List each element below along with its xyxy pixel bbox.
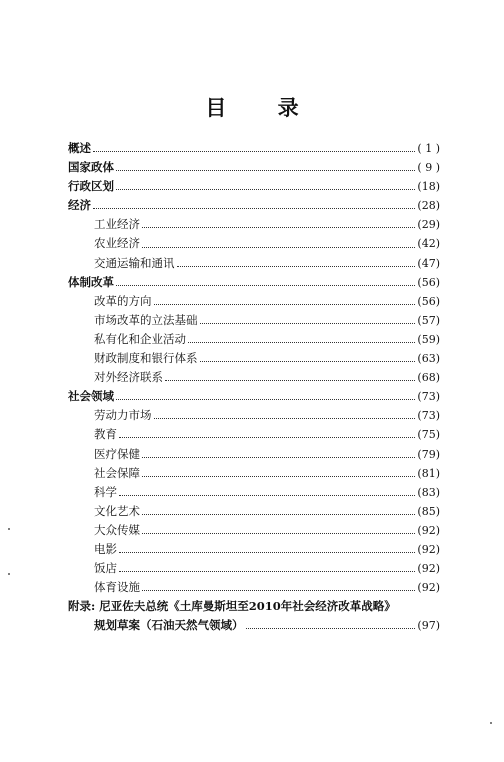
dot-leader	[119, 552, 415, 553]
toc-entry-page: ( 1 )	[417, 142, 440, 155]
toc-entry-title: 教育	[94, 427, 117, 442]
toc-entry	[68, 177, 440, 196]
dot-leader	[116, 170, 415, 171]
toc-entry-page: (56)	[417, 294, 440, 308]
toc-entry	[68, 292, 440, 311]
toc-entry-page: (73)	[417, 409, 440, 423]
toc-entry-title: 工业经济	[94, 217, 140, 232]
toc-entry-page: (85)	[417, 504, 440, 518]
scan-speck	[8, 528, 10, 530]
toc-entry-page: (57)	[417, 313, 440, 327]
toc-entry	[68, 559, 440, 578]
dot-leader	[142, 533, 415, 534]
toc-entry	[68, 425, 440, 444]
toc-entry	[68, 273, 440, 292]
toc-entry-title: 电影	[94, 541, 117, 556]
toc-entry-page: (83)	[417, 485, 440, 499]
toc-entry-page: (29)	[417, 218, 440, 232]
toc-entry	[68, 349, 440, 368]
toc-entry-title: 医疗保健	[94, 446, 140, 461]
toc-entry-title: 体制改革	[68, 274, 114, 289]
toc-entry	[68, 578, 440, 597]
dot-leader	[119, 571, 415, 572]
toc-entry	[68, 387, 440, 406]
toc-entry-title: 市场改革的立法基础	[94, 312, 198, 327]
toc-entry-title: 经济	[68, 198, 91, 213]
toc-entry-page: (92)	[417, 523, 440, 537]
dot-leader	[116, 399, 415, 400]
appendix-continuation	[68, 616, 440, 635]
toc-entry-title: 大众传媒	[94, 522, 140, 537]
toc-entry-title: 行政区划	[68, 179, 114, 194]
dot-leader	[93, 208, 415, 209]
appendix-entry	[68, 597, 440, 616]
table-of-contents	[68, 139, 440, 635]
toc-entry-page: (68)	[417, 371, 440, 385]
appendix-page: (97)	[417, 619, 440, 633]
toc-entry-page: ( 9 )	[417, 161, 440, 175]
dot-leader	[142, 514, 415, 515]
dot-leader	[142, 457, 415, 458]
dot-leader	[116, 189, 415, 190]
dot-leader	[93, 151, 415, 152]
appendix-title: 附录: 尼亚佐夫总统《土库曼斯坦至2010年社会经济改革战略》	[68, 599, 396, 614]
toc-entry-page: (42)	[417, 237, 440, 251]
toc-entry-title: 文化艺术	[94, 503, 140, 518]
toc-entry	[68, 330, 440, 349]
toc-entry	[68, 234, 440, 253]
toc-entry-page: (92)	[417, 562, 440, 576]
toc-entry-page: (59)	[417, 332, 440, 346]
toc-entry-title: 财政制度和银行体系	[94, 351, 198, 366]
toc-entry	[68, 540, 440, 559]
toc-entry	[68, 158, 440, 177]
dot-leader	[200, 323, 416, 324]
toc-entry-page: (79)	[417, 447, 440, 461]
dot-leader	[165, 380, 415, 381]
toc-entry-page: (18)	[417, 180, 440, 194]
toc-entry-title: 社会保障	[94, 465, 140, 480]
toc-entry-title: 劳动力市场	[94, 408, 152, 423]
toc-entry-page: (92)	[417, 542, 440, 556]
toc-entry-title: 交通运输和通讯	[94, 255, 175, 270]
dot-leader	[177, 266, 416, 267]
toc-entry	[68, 311, 440, 330]
toc-entry	[68, 406, 440, 425]
toc-entry-page: (73)	[417, 390, 440, 404]
toc-entry-title: 科学	[94, 484, 117, 499]
toc-entry-title: 农业经济	[94, 236, 140, 251]
toc-entry	[68, 464, 440, 483]
toc-entry	[68, 483, 440, 502]
dot-leader	[142, 247, 415, 248]
toc-entry-page: (81)	[417, 466, 440, 480]
toc-entry-page: (63)	[417, 352, 440, 366]
dot-leader	[246, 628, 416, 629]
page-title: 目 录	[205, 95, 321, 120]
toc-entry-page: (56)	[417, 275, 440, 289]
dot-leader	[188, 342, 415, 343]
toc-entry-title: 改革的方向	[94, 293, 152, 308]
toc-entry-page: (28)	[417, 199, 440, 213]
dot-leader	[154, 304, 416, 305]
dot-leader	[200, 361, 416, 362]
dot-leader	[119, 437, 415, 438]
toc-entry	[68, 368, 440, 387]
dot-leader	[142, 476, 415, 477]
toc-entry-title: 对外经济联系	[94, 370, 163, 385]
toc-entry-title: 概述	[68, 141, 91, 155]
toc-entry-title: 国家政体	[68, 160, 114, 175]
toc-entry-page: (75)	[417, 428, 440, 442]
scan-speck	[8, 573, 10, 575]
toc-entry	[68, 254, 440, 273]
toc-entry-page: (47)	[417, 256, 440, 270]
toc-entry	[68, 196, 440, 215]
toc-entry	[68, 215, 440, 234]
dot-leader	[142, 227, 415, 228]
toc-entry-title: 饭店	[94, 561, 117, 576]
dot-leader	[119, 495, 415, 496]
toc-entry	[68, 139, 440, 158]
toc-entry	[68, 521, 440, 540]
dot-leader	[142, 590, 415, 591]
scan-speck	[490, 722, 492, 724]
dot-leader	[116, 285, 415, 286]
toc-entry	[68, 502, 440, 521]
toc-entry-page: (92)	[417, 581, 440, 595]
toc-entry-title: 私有化和企业活动	[94, 331, 186, 346]
dot-leader	[154, 418, 416, 419]
appendix-subtitle: 规划草案（石油天然气领域）	[94, 618, 244, 633]
toc-entry-title: 社会领域	[68, 389, 114, 404]
toc-entry	[68, 445, 440, 464]
toc-entry-title: 体育设施	[94, 580, 140, 595]
